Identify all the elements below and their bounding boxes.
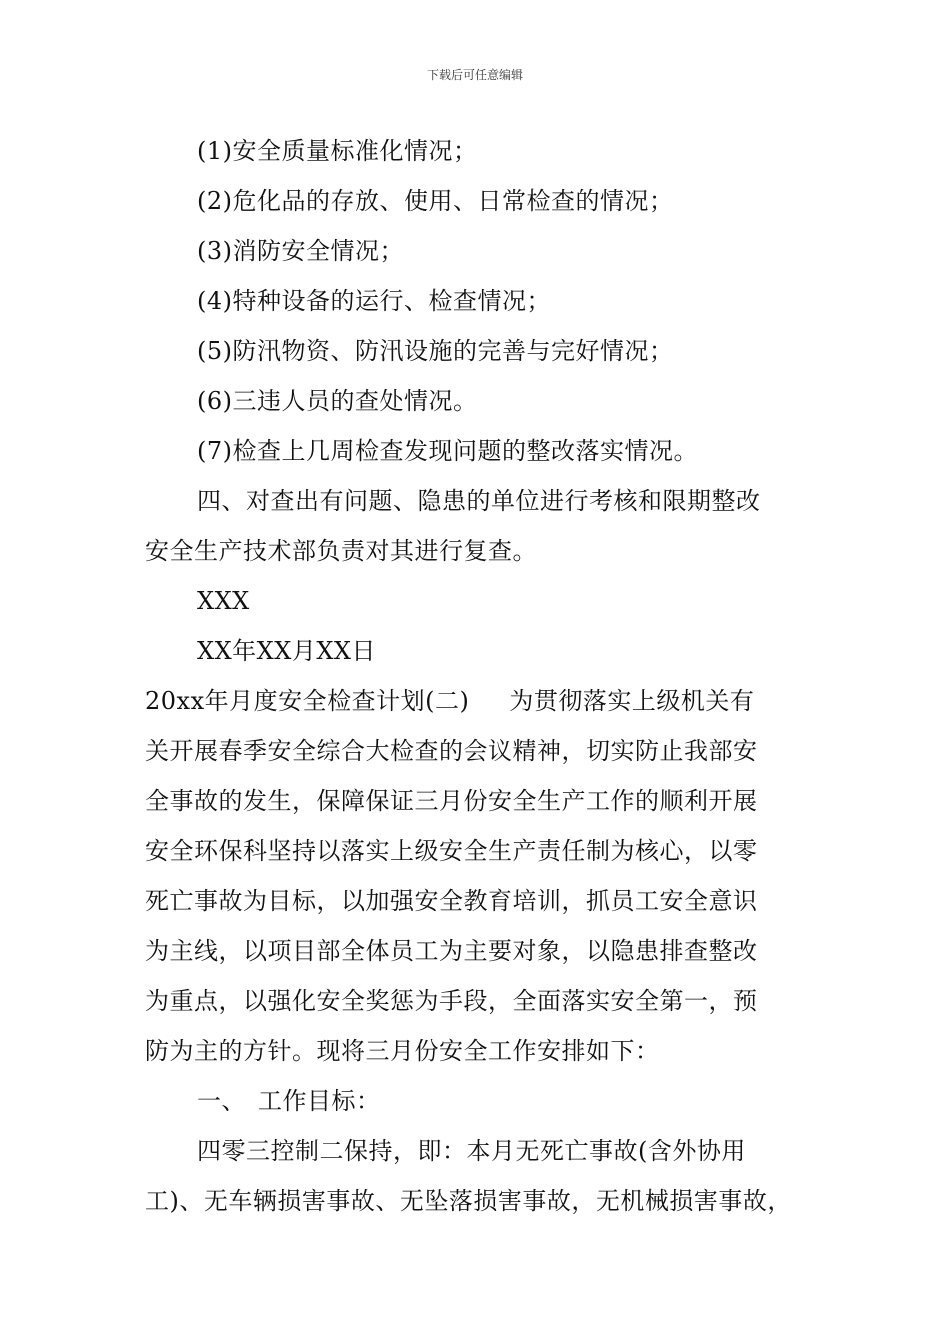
paragraph-line: 全事故的发生，保障保证三月份安全生产工作的顺利开展 — [145, 787, 758, 815]
paragraph-line: 关开展春季安全综合大检查的会议精神，切实防止我部安 — [145, 737, 758, 765]
signature-date: XX年XX月XX日 — [197, 637, 377, 665]
list-item: (6)三违人员的查处情况。 — [197, 387, 478, 415]
section-four-line: 四、对查出有问题、隐患的单位进行考核和限期整改 — [197, 487, 761, 515]
section-four-line: 安全生产技术部负责对其进行复查。 — [145, 537, 537, 565]
paragraph-line: 为重点，以强化安全奖惩为手段，全面落实安全第一，预 — [145, 987, 758, 1015]
paragraph-text: 为贯彻落实上级机关有 — [509, 687, 755, 715]
document-body — [145, 126, 815, 1226]
list-item: (4)特种设备的运行、检查情况； — [197, 287, 551, 315]
page-header: 下载后可任意编辑 — [426, 68, 523, 82]
paragraph-line: 死亡事故为目标，以加强安全教育培训，抓员工安全意识 — [145, 887, 758, 915]
paragraph-line: 安全环保科坚持以落实上级安全生产责任制为核心，以零 — [145, 837, 758, 865]
section-heading: 工作目标： — [258, 1087, 381, 1115]
section-one-heading — [145, 1076, 815, 1126]
plan-title: 20xx年月度安全检查计划(二) — [145, 687, 470, 715]
list-item: (2)危化品的存放、使用、日常检查的情况； — [197, 187, 674, 215]
list-item: (5)防汛物资、防汛设施的完善与完好情况； — [197, 337, 674, 365]
paragraph-line: 防为主的方针。现将三月份安全工作安排如下： — [145, 1037, 660, 1065]
signature-name: XXX — [197, 587, 250, 615]
list-item: (7)检查上几周检查发现问题的整改落实情况。 — [197, 437, 698, 465]
plan-title-line — [145, 676, 815, 726]
list-item: (1)安全质量标准化情况； — [197, 137, 478, 165]
list-item: (3)消防安全情况； — [197, 237, 404, 265]
goal-line: 四零三控制二保持，即：本月无死亡事故(含外协用 — [197, 1137, 746, 1165]
paragraph-line: 为主线，以项目部全体员工为主要对象，以隐患排查整改 — [145, 937, 758, 965]
goal-line: 工)、无车辆损害事故、无坠落损害事故，无机械损害事故， — [145, 1187, 792, 1215]
section-number: 一、 — [197, 1087, 246, 1115]
